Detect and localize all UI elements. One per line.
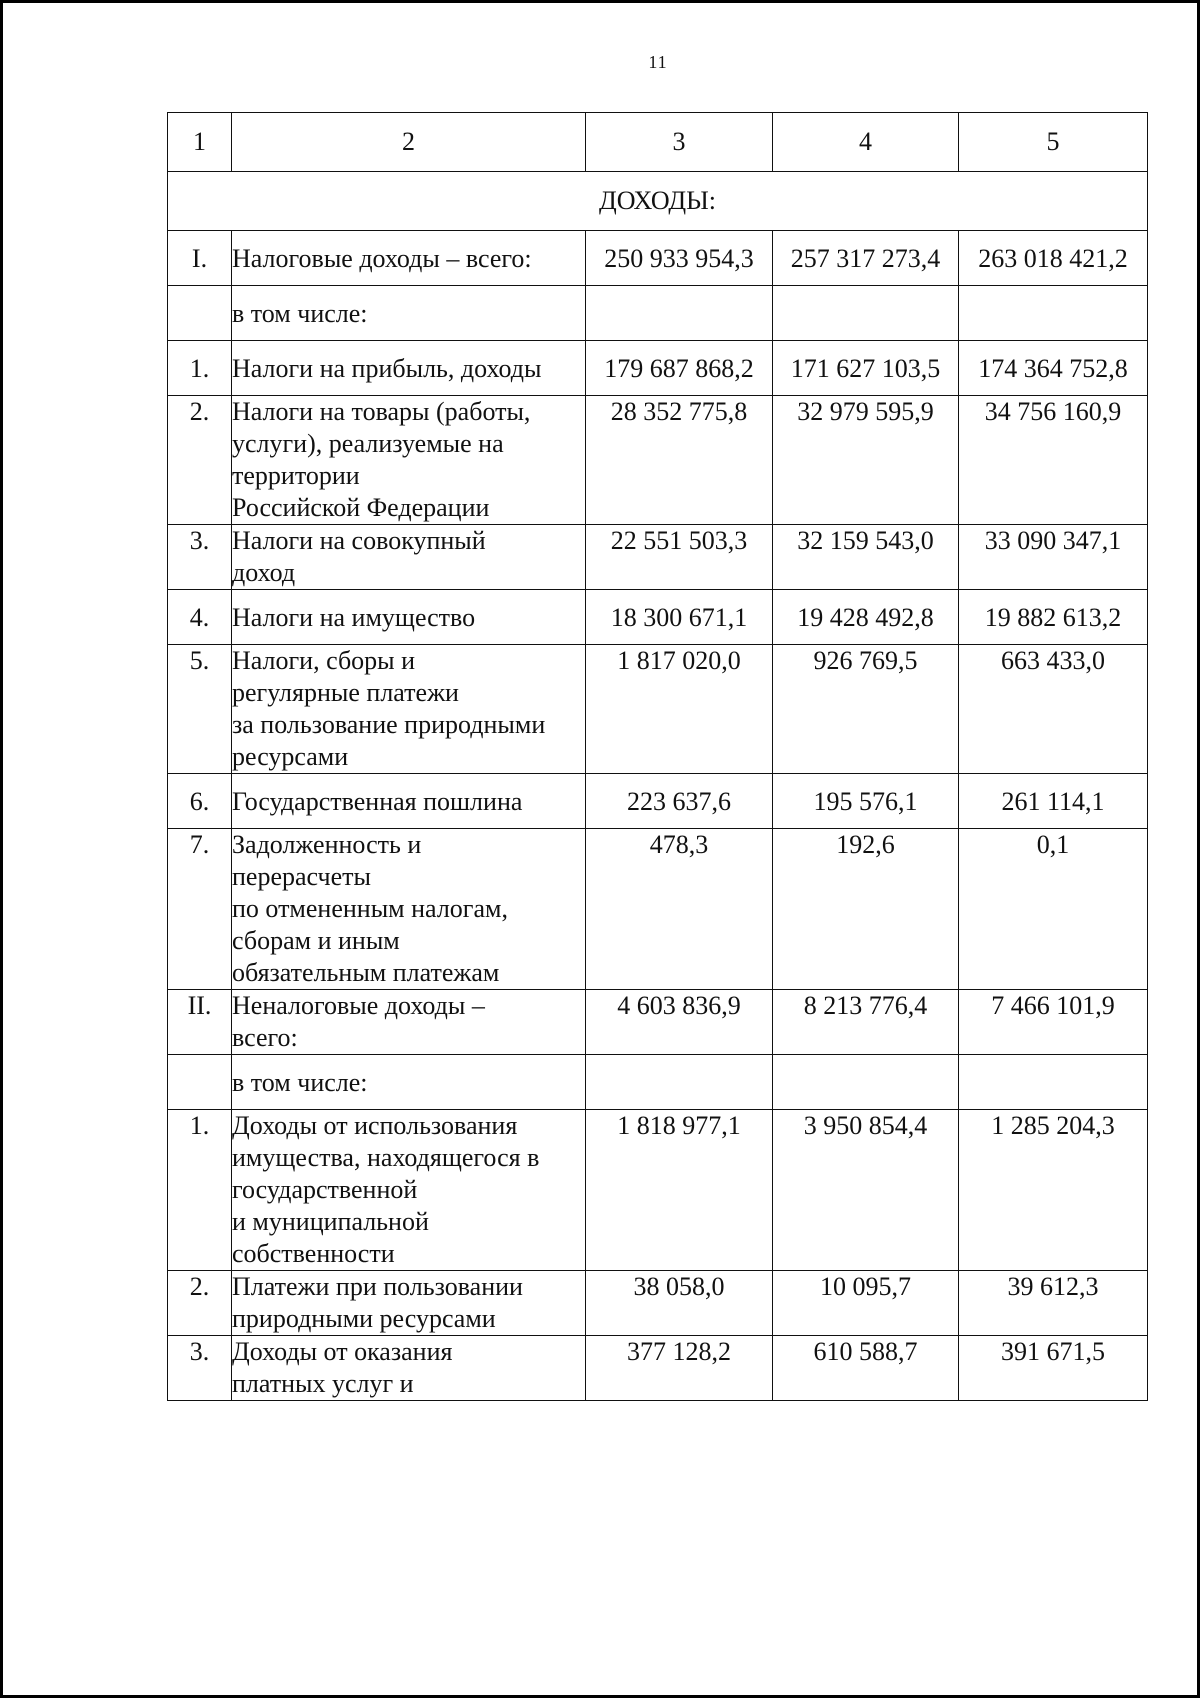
value-col-4: 192,6 xyxy=(773,829,959,990)
row-label xyxy=(232,1110,586,1271)
value-col-5 xyxy=(959,1055,1148,1110)
value-col-3: 223 637,6 xyxy=(586,774,773,829)
row-label xyxy=(232,990,586,1055)
value-col-3 xyxy=(586,1055,773,1110)
value-col-5: 261 114,1 xyxy=(959,774,1148,829)
row-number: 5. xyxy=(168,645,232,774)
value-col-5 xyxy=(959,286,1148,341)
value-col-3: 38 058,0 xyxy=(586,1271,773,1336)
value-col-3: 22 551 503,3 xyxy=(586,525,773,590)
row-number xyxy=(168,286,232,341)
row-label xyxy=(232,1271,586,1336)
section-title: ДОХОДЫ: xyxy=(168,172,1148,231)
column-header-row xyxy=(168,113,1148,172)
value-col-5: 34 756 160,9 xyxy=(959,396,1148,525)
row-label-line: доход xyxy=(232,558,296,587)
row-label xyxy=(232,1336,586,1401)
value-col-4: 257 317 273,4 xyxy=(773,231,959,286)
row-number: I. xyxy=(168,231,232,286)
row-label-line: государственной xyxy=(232,1175,418,1204)
value-col-5: 391 671,5 xyxy=(959,1336,1148,1401)
table-row xyxy=(168,645,1148,774)
row-number: II. xyxy=(168,990,232,1055)
value-col-5: 663 433,0 xyxy=(959,645,1148,774)
table-row xyxy=(168,396,1148,525)
row-label xyxy=(232,286,586,341)
row-label-line: Российской Федерации xyxy=(232,493,490,522)
value-col-4: 171 627 103,5 xyxy=(773,341,959,396)
value-col-3: 1 817 020,0 xyxy=(586,645,773,774)
row-label xyxy=(232,829,586,990)
row-number: 2. xyxy=(168,1271,232,1336)
row-label-line: Задолженность и xyxy=(232,830,422,859)
value-col-5: 0,1 xyxy=(959,829,1148,990)
value-col-4: 3 950 854,4 xyxy=(773,1110,959,1271)
row-label-line: Платежи при пользовании xyxy=(232,1272,523,1301)
row-label-line: Налоги на совокупный xyxy=(232,526,486,555)
value-col-3: 28 352 775,8 xyxy=(586,396,773,525)
row-label-line: Налоги на имущество xyxy=(232,603,476,632)
row-label-line: услуги), реализуемые на xyxy=(232,429,504,458)
revenue-table xyxy=(167,112,1148,1401)
column-header-3: 3 xyxy=(586,113,773,172)
table-row xyxy=(168,990,1148,1055)
row-label xyxy=(232,341,586,396)
row-number: 4. xyxy=(168,590,232,645)
row-label xyxy=(232,590,586,645)
column-header-4: 4 xyxy=(773,113,959,172)
page-number: 11 xyxy=(648,52,668,72)
value-col-3 xyxy=(586,286,773,341)
row-label-line: регулярные платежи xyxy=(232,678,459,707)
row-label-line: всего: xyxy=(232,1023,298,1052)
row-number: 1. xyxy=(168,341,232,396)
row-label-line: в том числе: xyxy=(232,299,368,328)
table-row xyxy=(168,525,1148,590)
row-label-line: Неналоговые доходы – xyxy=(232,991,485,1020)
table-row xyxy=(168,341,1148,396)
value-col-4: 10 095,7 xyxy=(773,1271,959,1336)
value-col-5: 39 612,3 xyxy=(959,1271,1148,1336)
value-col-3: 179 687 868,2 xyxy=(586,341,773,396)
value-col-5: 33 090 347,1 xyxy=(959,525,1148,590)
row-label-line: природными ресурсами xyxy=(232,1304,496,1333)
row-label-line: платных услуг и xyxy=(232,1369,414,1398)
table-row xyxy=(168,231,1148,286)
value-col-5: 174 364 752,8 xyxy=(959,341,1148,396)
section-row xyxy=(168,172,1148,231)
value-col-5: 1 285 204,3 xyxy=(959,1110,1148,1271)
value-col-3: 18 300 671,1 xyxy=(586,590,773,645)
row-label-line: перерасчеты xyxy=(232,862,372,891)
value-col-4: 8 213 776,4 xyxy=(773,990,959,1055)
row-number: 3. xyxy=(168,525,232,590)
column-header-2: 2 xyxy=(232,113,586,172)
value-col-4 xyxy=(773,286,959,341)
row-label-line: по отмененным налогам, xyxy=(232,894,508,923)
row-label xyxy=(232,231,586,286)
row-label-line: в том числе: xyxy=(232,1068,368,1097)
column-header-1: 1 xyxy=(168,113,232,172)
row-number: 2. xyxy=(168,396,232,525)
table-row xyxy=(168,286,1148,341)
row-label-line: за пользование природными xyxy=(232,710,546,739)
value-col-3: 478,3 xyxy=(586,829,773,990)
column-header-5: 5 xyxy=(959,113,1148,172)
row-label-line: Налоги, сборы и xyxy=(232,646,416,675)
row-label-line: Налоги на прибыль, доходы xyxy=(232,354,542,383)
row-number: 3. xyxy=(168,1336,232,1401)
value-col-4 xyxy=(773,1055,959,1110)
table-row xyxy=(168,590,1148,645)
table-row xyxy=(168,774,1148,829)
row-label xyxy=(232,645,586,774)
table-row xyxy=(168,1271,1148,1336)
row-number: 7. xyxy=(168,829,232,990)
value-col-3: 4 603 836,9 xyxy=(586,990,773,1055)
row-number: 6. xyxy=(168,774,232,829)
value-col-4: 19 428 492,8 xyxy=(773,590,959,645)
row-label xyxy=(232,1055,586,1110)
row-label-line: и муниципальной xyxy=(232,1207,429,1236)
value-col-4: 610 588,7 xyxy=(773,1336,959,1401)
table-row xyxy=(168,1055,1148,1110)
row-number xyxy=(168,1055,232,1110)
value-col-4: 32 159 543,0 xyxy=(773,525,959,590)
value-col-5: 7 466 101,9 xyxy=(959,990,1148,1055)
row-label-line: Доходы от использования xyxy=(232,1111,518,1140)
row-label-line: имущества, находящегося в xyxy=(232,1143,540,1172)
row-label-line: ресурсами xyxy=(232,742,349,771)
value-col-5: 263 018 421,2 xyxy=(959,231,1148,286)
value-col-3: 250 933 954,3 xyxy=(586,231,773,286)
table-row xyxy=(168,1110,1148,1271)
value-col-3: 1 818 977,1 xyxy=(586,1110,773,1271)
row-label xyxy=(232,774,586,829)
row-number: 1. xyxy=(168,1110,232,1271)
row-label-line: Налоги на товары (работы, xyxy=(232,397,531,426)
row-label-line: обязательным платежам xyxy=(232,958,500,987)
row-label xyxy=(232,525,586,590)
row-label xyxy=(232,396,586,525)
row-label-line: собственности xyxy=(232,1239,395,1268)
row-label-line: Государственная пошлина xyxy=(232,787,523,816)
row-label-line: территории xyxy=(232,461,360,490)
table-row xyxy=(168,829,1148,990)
value-col-4: 926 769,5 xyxy=(773,645,959,774)
value-col-3: 377 128,2 xyxy=(586,1336,773,1401)
table-row xyxy=(168,1336,1148,1401)
row-label-line: Доходы от оказания xyxy=(232,1337,453,1366)
value-col-5: 19 882 613,2 xyxy=(959,590,1148,645)
row-label-line: сборам и иным xyxy=(232,926,400,955)
row-label-line: Налоговые доходы – всего: xyxy=(232,244,532,273)
value-col-4: 195 576,1 xyxy=(773,774,959,829)
value-col-4: 32 979 595,9 xyxy=(773,396,959,525)
